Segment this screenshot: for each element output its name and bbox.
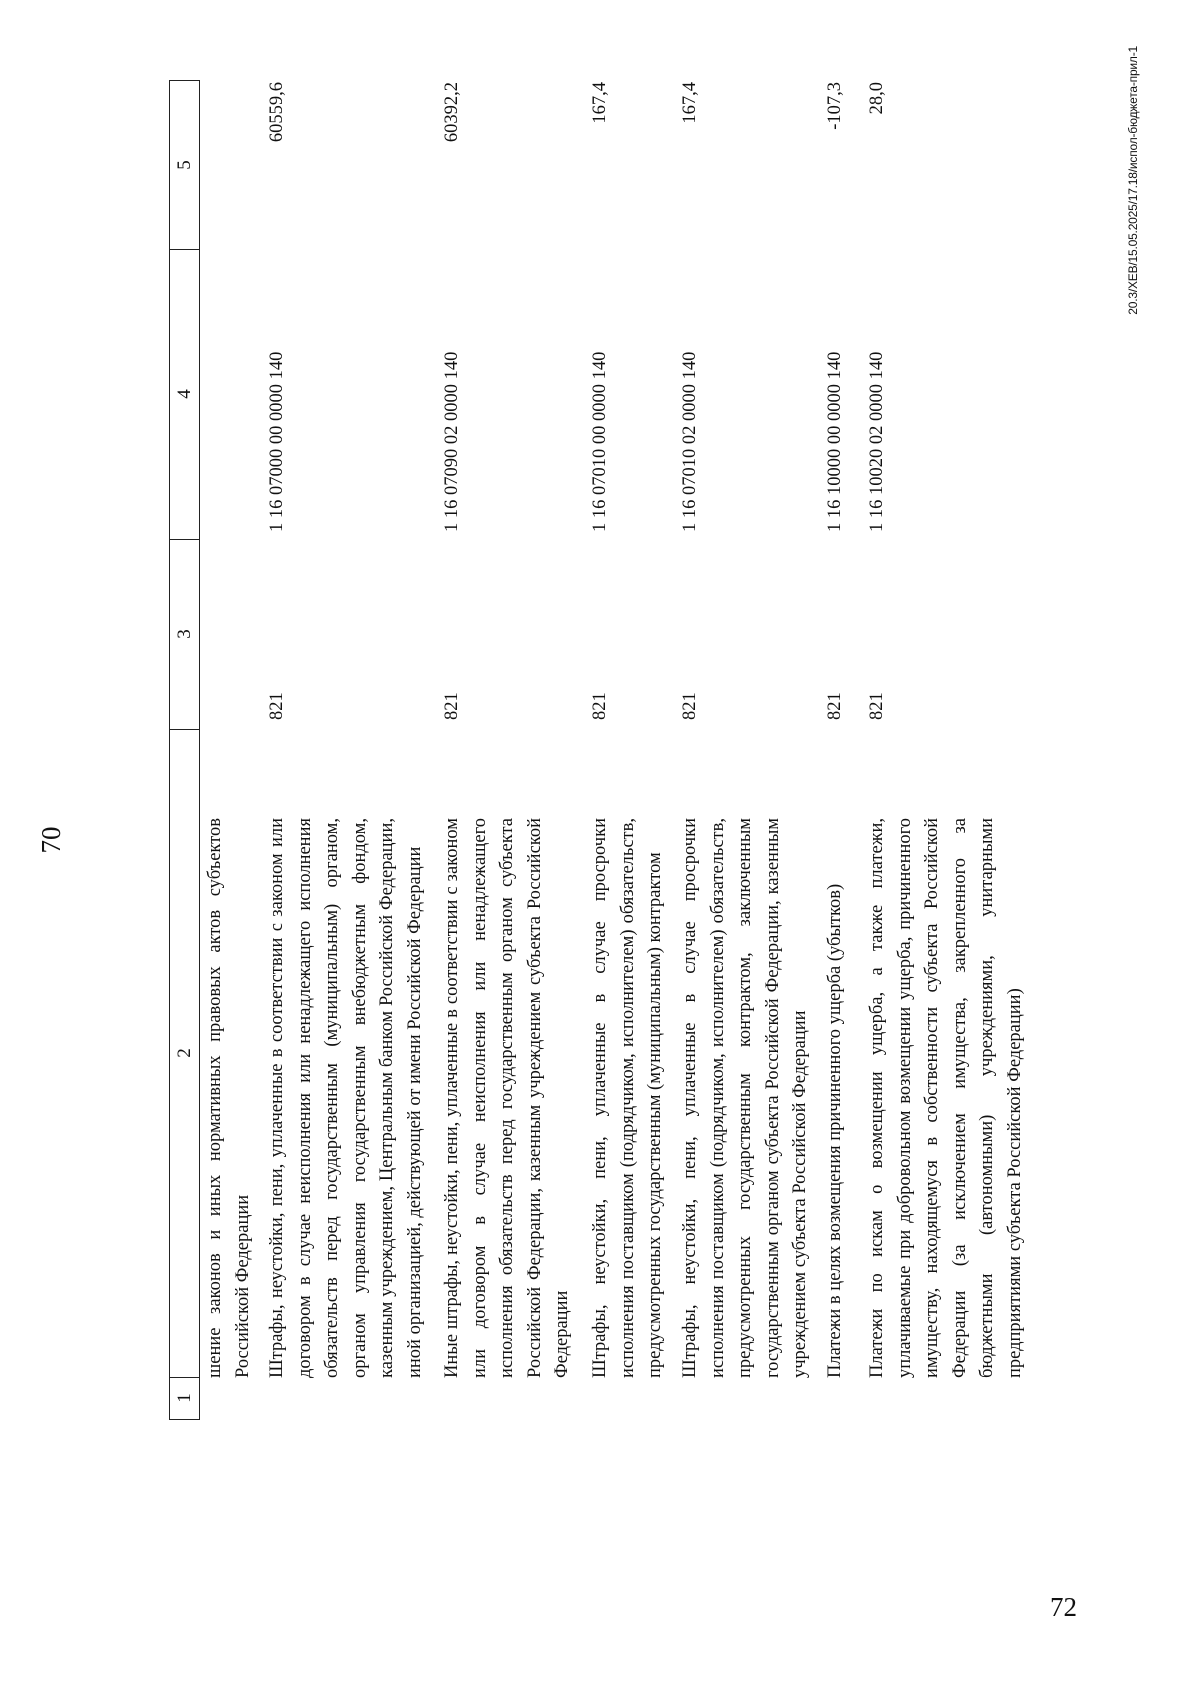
table-row: [264, 80, 439, 1420]
page-number-bottom: 72: [1050, 1592, 1077, 1622]
header-col-1: 1: [170, 1377, 199, 1420]
row-budget-code: 1 16 07000 00 0000 140: [267, 351, 287, 532]
row-budget-code: 1 16 07090 02 0000 140: [442, 351, 462, 532]
row-amount: 167,4: [680, 82, 700, 124]
row-amount: -107,3: [825, 82, 845, 130]
table-row: [822, 80, 864, 1420]
header-col-4: 4: [170, 249, 199, 540]
row-amount: 60392,2: [442, 82, 462, 143]
row-amount: 60559,6: [267, 82, 287, 143]
row-amount: 28,0: [867, 82, 887, 115]
row-admin-code: 821: [442, 692, 462, 720]
header-col-3: 3: [170, 539, 199, 730]
table-header-row: [169, 80, 200, 1420]
header-col-5: 5: [170, 80, 199, 250]
row-name: Штрафы, неустойки, пени, уплаченные в соответствии с законом или договором в случае неисполнения или ненадлежащего исполнения обязательств перед государственным (муниципальным) органом, органом управления государственным внебюджетным фондом, казенным учреждением, Центральным банком Российской Федерации, иной организацией, действующей от имени Российской Федерации: [267, 818, 425, 1378]
row-name: Платежи в целях возмещения причиненного ущерба (убытков): [825, 883, 845, 1378]
row-name: шение законов и иных нормативных правовых актов субъектов Российской Федерации: [205, 818, 253, 1378]
row-budget-code: 1 16 10020 02 0000 140: [867, 351, 887, 532]
table-row: [864, 80, 1044, 1420]
footer-document-code: 20.3/XEB/15.05.2025/17.18/испол-бюджета-прил-1: [1126, 46, 1140, 315]
header-col-2: 2: [170, 729, 199, 1378]
table-row: [677, 80, 822, 1420]
row-admin-code: 821: [867, 692, 887, 720]
row-amount: 167,4: [590, 82, 610, 124]
budget-table: [169, 80, 1044, 1420]
row-budget-code: 1 16 07010 00 0000 140: [590, 351, 610, 532]
row-admin-code: 821: [680, 692, 700, 720]
row-admin-code: 821: [267, 692, 287, 720]
row-name: Иные штрафы, неустойки, пени, уплаченные в соответствии с законом или договором в случае неисполнения или ненадлежащего исполнения обязательств перед государственным органом субъекта Российской Федерации, казенным учреждением субъекта Российской Федерации: [442, 818, 572, 1378]
row-admin-code: 821: [590, 692, 610, 720]
row-budget-code: 1 16 10000 00 0000 140: [825, 351, 845, 532]
table-row: [202, 80, 264, 1420]
rotated-page: [0, 20, 1200, 1660]
table-row: [587, 80, 677, 1420]
table-row: [439, 80, 587, 1420]
row-name: Штрафы, неустойки, пени, уплаченные в случае просрочки исполнения поставщиком (подрядчиком, исполнителем) обязательств, предусмотренных государственным контрактом, заключенным государственным органом субъекта Российской Федерации, казенным учреждением субъекта Российской Федерации: [680, 818, 810, 1378]
row-name: Платежи по искам о возмещении ущерба, а также платежи, уплачиваемые при добровольном возмещении ущерба, причиненного имуществу, находящемуся в собственности субъекта Российской Федерации (за исключением имущества, закрепленного за бюджетными (автономными) учреждениями, унитарными предприятиями субъекта Российской Федерации): [867, 818, 1025, 1378]
row-name: Штрафы, неустойки, пени, уплаченные в случае просрочки исполнения поставщиком (подрядчиком, исполнителем) обязательств, предусмотренных государственным (муниципальным) контрактом: [590, 818, 665, 1378]
row-admin-code: 821: [825, 692, 845, 720]
row-budget-code: 1 16 07010 02 0000 140: [680, 351, 700, 532]
page-number-top: 70: [36, 826, 66, 854]
